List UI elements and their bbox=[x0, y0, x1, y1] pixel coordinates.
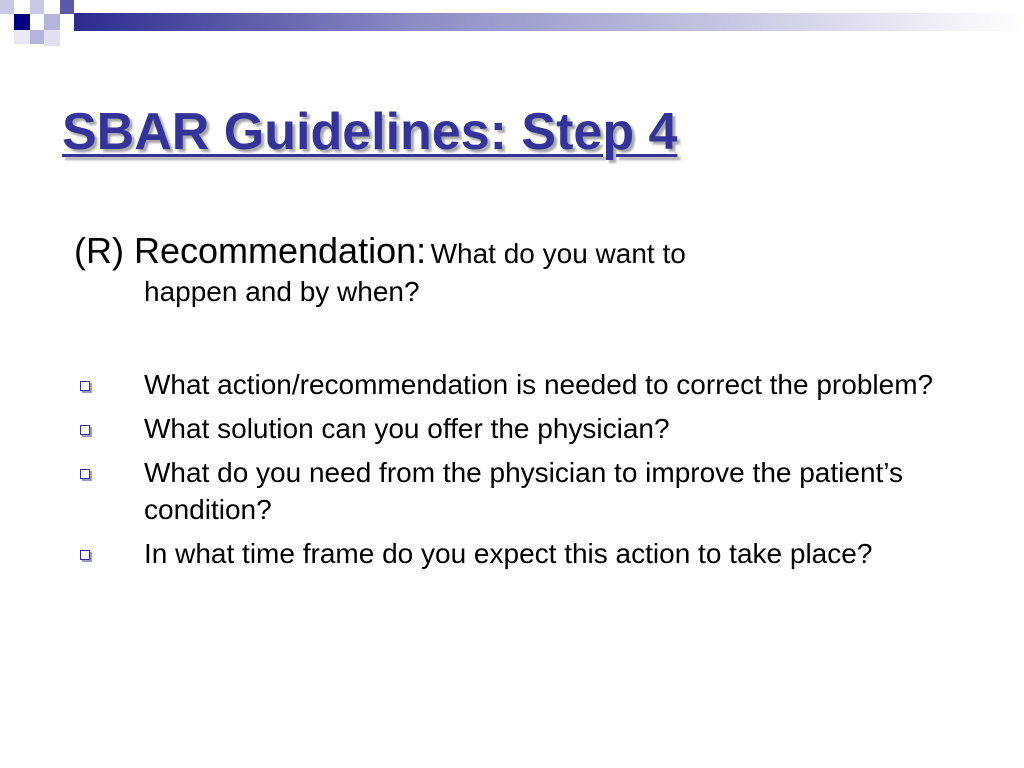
list-item bbox=[74, 535, 964, 572]
hollow-square-bullet-icon bbox=[80, 550, 90, 560]
bullet-text: What do you need from the physician to improve the patient’s condition? bbox=[144, 457, 904, 525]
bullet-text: What action/recommendation is needed to correct the problem? bbox=[144, 369, 934, 400]
header-decoration bbox=[0, 0, 1024, 70]
bullet-list bbox=[74, 366, 964, 572]
bullet-text: What solution can you offer the physician? bbox=[144, 413, 670, 444]
hollow-square-bullet-icon bbox=[80, 381, 90, 391]
hollow-square-bullet-icon bbox=[80, 469, 90, 479]
deco-square-navy bbox=[60, 0, 74, 14]
deco-square-light bbox=[30, 0, 44, 14]
deco-square-light bbox=[0, 0, 14, 14]
deco-square-navy bbox=[14, 14, 30, 30]
bullet-text: In what time frame do you expect this action to take place? bbox=[144, 538, 873, 569]
slide-body bbox=[74, 228, 964, 579]
deco-square-mid bbox=[30, 30, 44, 44]
slide-title: SBAR Guidelines: Step 4 bbox=[62, 103, 678, 161]
lead-text-line2: happen and by when? bbox=[144, 276, 420, 307]
lead-paragraph bbox=[74, 228, 964, 308]
list-item bbox=[74, 454, 964, 528]
deco-square-mid bbox=[44, 14, 60, 30]
list-item bbox=[74, 366, 964, 403]
lead-text-line1: What do you want to bbox=[430, 238, 686, 269]
hollow-square-bullet-icon bbox=[80, 425, 90, 435]
lead-heading: (R) Recommendation: bbox=[74, 230, 427, 271]
deco-square-light bbox=[14, 30, 30, 44]
deco-square-light bbox=[44, 30, 60, 46]
list-item bbox=[74, 410, 964, 447]
gradient-bar bbox=[74, 13, 1024, 31]
